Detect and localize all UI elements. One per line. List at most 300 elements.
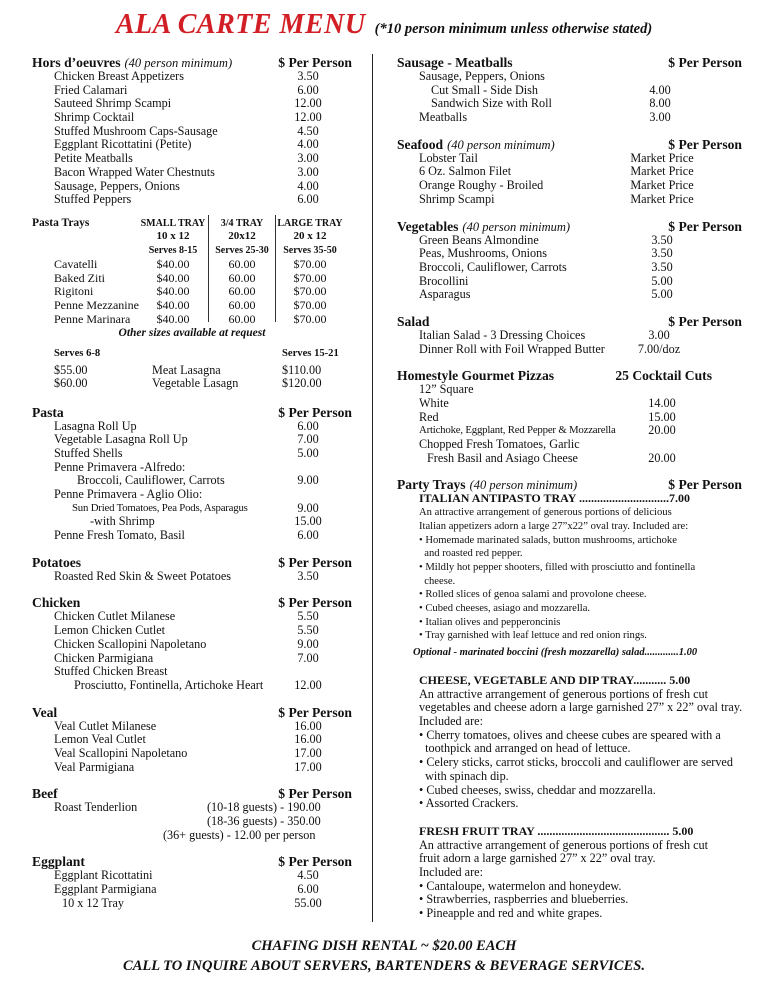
menu-item [397,343,742,357]
lasagna-table [32,347,352,405]
item-name: Stuffed Mushroom Caps-Sausage [54,123,218,138]
item-name: Veal Cutlet Milanese [54,718,157,733]
item-price: 6.00 [297,882,319,897]
item-price: 12.00 [294,96,322,111]
antipasto-bullets [397,534,742,644]
section-pasta [32,405,352,543]
menu-item [397,383,742,397]
item-price: 3.00 [297,151,319,166]
cheese-tray-bullets [397,729,742,811]
item-price: 9.00 [297,500,319,515]
item-name: Meatballs [419,110,468,125]
item-name: White [419,396,449,410]
price-header: $ Per Person [278,55,352,70]
section-title: Beef [32,786,58,802]
menu-item [32,515,352,529]
item-name: Fresh Basil and Asiago Cheese [427,450,578,465]
item-name: 12” Square [419,382,474,397]
footer-call-to-inquire: CALL TO INQUIRE ABOUT SERVERS, BARTENDERS & BEVERAGE SERVICES. [123,958,645,974]
menu-item [32,474,352,488]
item-price: 4.50 [297,868,319,883]
menu-item [32,138,352,152]
section-header [397,368,742,383]
section-title: Party Trays [397,477,466,493]
column-divider [372,54,373,922]
menu-title: ALA CARTE MENU [115,9,366,40]
item-price: 5.50 [297,623,319,638]
text-line: • Cantaloupe, watermelon and honeydew. [419,878,622,893]
price-header: 25 Cocktail Cuts [615,368,712,384]
tray-item-name: Rigitoni [54,284,94,299]
tray-price: 60.00 [228,256,256,271]
item-list [32,70,352,207]
menu-item [32,610,352,624]
item-list [32,720,352,775]
section-pizzas [397,368,742,465]
section-title: Pasta [32,404,64,420]
item-name: Petite Meatballs [54,151,133,166]
item-price: 3.00 [649,110,671,125]
item-name: 6 Oz. Salmon Filet [419,164,512,179]
text-line: • Mildly hot pepper shooters, filled with prosciutto and fontinella [419,561,696,573]
lasagna-name: Meat Lasagna [152,362,221,377]
item-name: Lemon Chicken Cutlet [54,623,166,638]
menu-item [32,447,352,461]
tray-price: $40.00 [156,256,190,271]
item-name: Red [419,409,439,424]
other-sizes-note: Other sizes available at request [118,326,266,339]
item-name: Sausage, Peppers, Onions [419,69,545,83]
item-name: Broccoli, Cauliflower, Carrots [77,473,225,488]
menu-item [397,438,742,452]
item-price: 7.00 [297,650,319,665]
price-header: $ Per Person [278,854,352,870]
menu-item [32,747,352,761]
item-name: Penne Fresh Tomato, Basil [54,528,185,543]
text-line: • Homemade marinated salads, button mushrooms, artichoke [419,534,677,546]
item-name: Chopped Fresh Tomatoes, Garlic [419,437,580,452]
item-price: 17.00 [294,759,322,774]
tray-price: 60.00 [228,284,256,299]
item-list [32,420,352,543]
item-name: Roasted Red Skin & Sweet Potatoes [54,568,232,583]
item-price: Market Price [630,164,694,179]
item-price: 15.00 [648,409,676,424]
section-header [32,555,352,570]
text-line: An attractive arrangement of generous portions of fresh cut [419,686,709,701]
item-price: 6.00 [297,418,319,433]
tray-item-name: Cavatelli [54,256,98,271]
item-price: 9.00 [297,473,319,488]
tray-price: $40.00 [156,270,190,285]
menu-item [397,424,742,438]
item-name: -with Shrimp [90,514,155,529]
menu-item [397,275,742,289]
item-price: 16.00 [294,732,322,747]
menu-item [397,261,742,275]
cheese-tray-heading: CHEESE, VEGETABLE AND DIP TRAY........... 5.00 [419,672,691,687]
beef-tier: (18-36 guests) - 350.00 [207,814,321,829]
item-price: 16.00 [294,718,322,733]
tray-price: $70.00 [293,312,327,327]
menu-item [397,397,742,411]
section-note: (40 person minimum) [469,478,578,493]
text-line: with spinach dip. [419,768,509,783]
menu-item [32,166,352,180]
item-list [397,383,742,465]
text-line: • Cherry tomatoes, olives and cheese cubes are speared with a [419,727,721,742]
item-name: Stuffed Chicken Breast [54,664,168,679]
item-price: 17.00 [294,745,322,760]
item-name: Peas, Mushrooms, Onions [419,246,547,261]
menu-item [397,234,742,248]
section-header [32,854,352,869]
tray-item-name: Baked Ziti [54,270,105,285]
menu-item [32,869,352,883]
menu-item [32,815,352,829]
section-title: Salad [397,313,430,329]
menu-item [397,288,742,302]
menu-item [32,152,352,166]
tray-col-serves: Serves 25-30 [215,244,269,256]
item-name: Broccoli, Cauliflower, Carrots [419,259,567,274]
item-price: 7.00/doz [637,341,681,356]
section-vegetables [397,219,742,302]
item-name: Veal Scallopini Napoletano [54,745,188,760]
item-name: Penne Primavera -Alfredo: [54,459,186,474]
menu-item [397,84,742,98]
item-name: Lemon Veal Cutlet [54,732,146,747]
item-price: Market Price [630,178,694,193]
menu-item [397,152,742,166]
item-price: 12.00 [294,677,322,692]
section-veal [32,705,352,775]
text-line: • Assorted Crackers. [419,796,519,811]
beef-tier: (36+ guests) - 12.00 per person [163,827,316,842]
text-line: toothpick and arranged on head of lettuce. [419,741,631,756]
tray-col-size: 20x12 [228,230,256,243]
menu-item [32,84,352,98]
item-price: Market Price [630,150,694,165]
beef-tier: (10-18 guests) - 190.00 [207,800,321,815]
lasagna-price: $55.00 [54,362,88,377]
item-name: Dinner Roll with Foil Wrapped Butter [419,341,605,356]
section-header [397,137,742,152]
section-eggplant [32,854,352,910]
item-list [32,610,352,692]
menu-item [32,570,352,584]
menu-item [397,165,742,179]
text-line: • Celery sticks, carrot sticks, broccoli and cauliflower are served [419,755,733,770]
tray-price: 60.00 [228,298,256,313]
section-title: Eggplant [32,854,85,870]
section-header [32,595,352,610]
lasagna-price: $60.00 [54,376,88,391]
tray-item-name: Penne Marinara [54,312,131,327]
item-name: Eggplant Ricottatini (Petite) [54,137,192,152]
menu-item [32,461,352,475]
section-beef [32,786,352,842]
tray-price: $40.00 [156,298,190,313]
item-name: Sauteed Shrimp Scampi [54,96,172,111]
item-name: Brocollini [419,273,469,288]
section-note: (40 person minimum) [462,219,571,234]
item-price: 5.50 [297,609,319,624]
menu-item [32,733,352,747]
tray-price: $40.00 [156,284,190,299]
price-header: $ Per Person [278,404,352,420]
menu-item [32,433,352,447]
section-header [397,219,742,234]
section-party-trays [397,477,742,920]
section-header [32,405,352,420]
item-price: 3.50 [651,246,673,261]
item-list [397,329,742,356]
antipasto-optional: Optional - marinated boccini (fresh mozzarella) salad.............1.00 [413,647,698,659]
footer-chafing-dish: CHAFING DISH RENTAL ~ $20.00 EACH [251,938,517,954]
item-price: 4.00 [297,137,319,152]
tray-price: 60.00 [228,312,256,327]
section-header [397,314,742,329]
item-price: 4.50 [297,123,319,138]
item-price: 12.00 [294,110,322,125]
item-list [32,869,352,910]
menu-item [397,193,742,207]
section-title: Vegetables [397,218,459,234]
section-salad [397,314,742,356]
text-line: cheese. [419,575,456,587]
price-header: $ Per Person [668,55,742,70]
item-name: Stuffed Shells [54,445,123,460]
item-name: Chicken Breast Appetizers [54,69,184,83]
text-line: • Tray garnished with leaf lettuce and red onion rings. [419,630,647,642]
menu-item [397,247,742,261]
section-potatoes [32,555,352,584]
price-header: $ Per Person [278,595,352,611]
menu-item [32,665,352,679]
price-header: $ Per Person [668,136,742,152]
text-line: vegetables and cheese adorn a large garnished 27” x 22” oval tray. [419,700,743,715]
item-price: 4.00 [649,82,671,97]
item-price: 3.00 [297,164,319,179]
tray-col-serves: Serves 35-50 [283,244,337,256]
fruit-tray-bullets [397,880,742,921]
menu-item [32,488,352,502]
item-name: Bacon Wrapped Water Chestnuts [54,164,215,179]
fruit-tray-heading: FRESH FRUIT TRAY ............................................ 5.00 [419,823,694,838]
item-name: Orange Roughy - Broiled [419,178,544,193]
section-title: Sausage - Meatballs [397,55,513,70]
section-note: (40 person minimum) [124,56,233,70]
price-header: $ Per Person [278,786,352,802]
text-line: • Cubed cheeses, swiss, cheddar and mozzarella. [419,782,656,797]
item-name: Roast Tenderlion [54,800,138,815]
section-title: Veal [32,704,58,720]
tray-price: $70.00 [293,270,327,285]
tray-col-size: 20 x 12 [293,230,327,243]
item-name: Chicken Cutlet Milanese [54,609,176,624]
item-name: 10 x 12 Tray [62,895,124,910]
tray-col-name: LARGE TRAY [277,217,343,229]
menu-item [32,679,352,693]
section-hors-doeuvres [32,55,352,207]
item-name: Chicken Parmigiana [54,650,154,665]
text-line: • Italian olives and pepperoncinis [419,616,561,628]
menu-item [32,502,352,516]
menu-item [32,97,352,111]
item-name: Shrimp Cocktail [54,110,135,125]
item-price: 7.00 [297,432,319,447]
item-price: 5.00 [651,273,673,288]
item-name: Stuffed Peppers [54,192,132,207]
section-title: Potatoes [32,554,82,570]
serves-small: Serves 6-8 [54,347,101,359]
menu-item [32,883,352,897]
item-name: Sausage, Peppers, Onions [54,178,180,193]
tray-col-name: 3/4 TRAY [220,217,264,229]
menu-item [397,179,742,193]
item-price: 9.00 [297,636,319,651]
section-title: Hors d’oeuvres [32,55,121,70]
lasagna-price: $120.00 [282,376,322,391]
menu-item [32,180,352,194]
tray-col-size: 10 x 12 [156,230,190,243]
item-name: Eggplant Ricottatini [54,868,153,883]
section-header [397,55,742,70]
price-header: $ Per Person [668,477,742,493]
tray-price: $70.00 [293,298,327,313]
lasagna-name: Vegetable Lasagn [152,376,239,391]
item-name: Shrimp Scampi [419,191,495,206]
item-price: 8.00 [649,96,671,111]
section-title: Seafood [397,136,444,152]
item-list [397,234,742,302]
menu-item [32,801,352,815]
item-name: Fried Calamari [54,82,128,97]
menu-item [397,452,742,466]
section-sausage-meatballs [397,55,742,125]
menu-item [397,329,742,343]
price-header: $ Per Person [278,554,352,570]
tray-item-name: Penne Mezzanine [54,298,139,313]
menu-subtitle: (*10 person minimum unless otherwise stated) [374,21,653,37]
item-price: 3.50 [651,259,673,274]
tray-col-serves: Serves 8-15 [148,244,198,256]
section-header [397,477,742,492]
cheese-tray-description [397,688,742,729]
item-list [397,70,742,125]
text-line: An attractive arrangement of generous portions of delicious [419,507,672,519]
menu-item [32,638,352,652]
section-chicken [32,595,352,692]
menu-item [32,761,352,775]
item-price: 3.00 [648,327,670,342]
item-price: 4.00 [297,178,319,193]
left-column [32,55,352,910]
section-title: Chicken [32,595,81,611]
section-header [32,786,352,801]
text-line: Italian appetizers adorn a large 27”x22” oval tray. Included are: [419,520,689,532]
menu-item [32,193,352,207]
item-name: Asparagus [419,287,471,302]
item-price: 3.50 [297,69,319,83]
tray-price: $70.00 [293,284,327,299]
lasagna-price: $110.00 [282,362,322,377]
item-name: Sun Dried Tomatoes, Pea Pods, Asparagus [72,501,248,514]
item-price: 3.50 [651,232,673,247]
menu-item [32,652,352,666]
antipasto-description [397,506,742,533]
menu-item [32,897,352,911]
item-name: Lasagna Roll Up [54,418,137,433]
menu-title-bar [0,9,768,40]
item-name: Veal Parmigiana [54,759,135,774]
menu-item [32,70,352,84]
menu-item [397,70,742,84]
item-name: Green Beans Almondine [419,232,539,247]
menu-item [32,720,352,734]
tray-price: $40.00 [156,312,190,327]
tray-price: $70.00 [293,256,327,271]
item-price: 55.00 [294,895,322,910]
section-seafood [397,137,742,207]
section-header [32,55,352,70]
item-price: 20.00 [648,450,676,465]
serves-large: Serves 15-21 [282,347,339,359]
price-header: $ Per Person [668,313,742,329]
price-header: $ Per Person [668,218,742,234]
text-line: Included are: [419,865,483,880]
item-price: 15.00 [294,514,322,529]
item-name: Sandwich Size with Roll [431,96,552,111]
item-list [397,152,742,207]
text-line: fruit adorn a large garnished 27” x 22” oval tray. [419,851,656,866]
tray-price: 60.00 [228,270,256,285]
menu-item [397,97,742,111]
menu-item [32,111,352,125]
text-line: • Cubed cheeses, asiago and mozzarella. [419,603,591,615]
menu-item [32,624,352,638]
menu-item [32,420,352,434]
item-price: Market Price [630,191,694,206]
item-name: Lobster Tail [419,150,478,165]
item-price: 5.00 [651,287,673,302]
menu-item [397,411,742,425]
item-price: 3.50 [297,568,319,583]
right-column [397,55,742,921]
menu-item [32,829,352,843]
item-name: Chicken Scallopini Napoletano [54,636,207,651]
item-price: 6.00 [297,192,319,207]
text-line: • Rolled slices of genoa salami and provolone cheese. [419,589,647,601]
section-header [32,705,352,720]
pasta-trays-title: Pasta Trays [32,216,90,229]
text-line: • Strawberries, raspberries and blueberries. [419,892,629,907]
price-header: $ Per Person [278,704,352,720]
text-line: An attractive arrangement of generous portions of fresh cut [419,837,709,852]
item-price: 14.00 [648,396,676,410]
section-title: Homestyle Gourmet Pizzas [397,368,555,384]
text-line: • Pineapple and red and white grapes. [419,906,603,921]
item-price: 6.00 [297,528,319,543]
item-name: Cut Small - Side Dish [431,82,538,97]
menu-item [32,125,352,139]
item-price: 20.00 [648,423,676,438]
text-line: and roasted red pepper. [419,548,523,560]
pasta-trays-table [32,215,352,327]
item-name: Vegetable Lasagna Roll Up [54,432,188,447]
text-line: Included are: [419,713,483,728]
